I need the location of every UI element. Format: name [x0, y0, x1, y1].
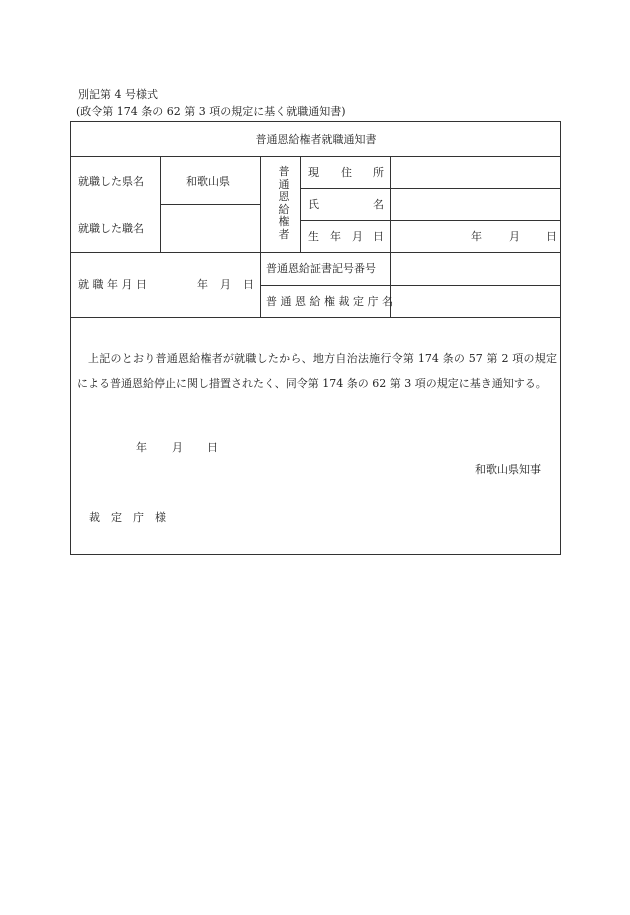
birthdate-day: 日: [546, 230, 557, 243]
position-label: 就職した職名: [78, 222, 144, 235]
rule-table-bottom: [70, 317, 561, 318]
adjudicating-office-label: 普 通 恩 給 権 裁 定 庁 名: [266, 295, 393, 308]
name-label-char: 氏: [308, 198, 319, 211]
form-subtitle: (政令第 174 条の 62 第 3 項の規定に基く就職通知書): [76, 105, 346, 118]
birthdate-label-char: 生: [308, 230, 319, 243]
addressee: 裁 定 庁 様: [89, 511, 166, 524]
pension-holder-char: 通: [278, 177, 290, 191]
birthdate-month: 月: [509, 230, 520, 243]
rule-certificate-bottom: [260, 285, 561, 286]
notice-date-year: 年: [136, 441, 147, 454]
address-label-char: 住: [341, 166, 352, 179]
form-title: 普通恩給権者就職通知書: [255, 133, 377, 146]
notice-date-month: 月: [172, 441, 183, 454]
rule-name-bottom: [300, 220, 561, 221]
rule-col-label: [160, 156, 161, 252]
rule-section-bottom: [70, 252, 561, 253]
birthdate-label-char: 年: [330, 230, 341, 243]
pension-holder-char: 恩: [278, 190, 290, 203]
issuer: 和歌山県知事: [475, 463, 541, 476]
certificate-number-label: 普通恩給証書記号番号: [266, 262, 376, 275]
pension-holder-char: 給: [278, 202, 290, 216]
rule-prefecture-left: [160, 204, 260, 205]
rule-col-value: [390, 156, 391, 317]
rule-col-holder: [300, 156, 301, 252]
notice-body: [77, 346, 557, 396]
birthdate-label-char: 月: [352, 230, 363, 243]
birthdate-year: 年: [471, 230, 482, 243]
pension-holder-char: 普: [278, 165, 290, 178]
rule-title-bottom: [70, 156, 561, 157]
pension-holder-char: 者: [278, 227, 290, 241]
notice-body-text: 上記のとおり普通恩給権者が就職したから、地方自治法施行令第 174 条の 57 第 2 項の規定による普通恩給停止に関し措置されたく、同令第 174 条の 62 第 3 項の規定に基き通知する。: [77, 352, 557, 390]
employment-date-year: 年: [197, 278, 208, 291]
employment-date-label: 就 職 年 月 日: [78, 278, 147, 291]
employment-date-month: 月: [220, 278, 231, 291]
rule-col-middle: [260, 156, 261, 317]
rule-address-bottom: [300, 188, 561, 189]
form-number: 別記第 4 号様式: [78, 88, 158, 101]
birthdate-label-char: 日: [373, 230, 384, 243]
address-label-char: 所: [373, 166, 384, 179]
address-label-char: 現: [308, 166, 319, 179]
prefecture-value: 和歌山県: [186, 175, 230, 188]
pension-holder-char: 権: [278, 215, 290, 228]
name-label-char: 名: [373, 198, 384, 211]
notice-date-day: 日: [207, 441, 218, 454]
prefecture-label: 就職した県名: [78, 175, 144, 188]
employment-date-day: 日: [243, 278, 254, 291]
pension-holder-label: [273, 166, 295, 241]
